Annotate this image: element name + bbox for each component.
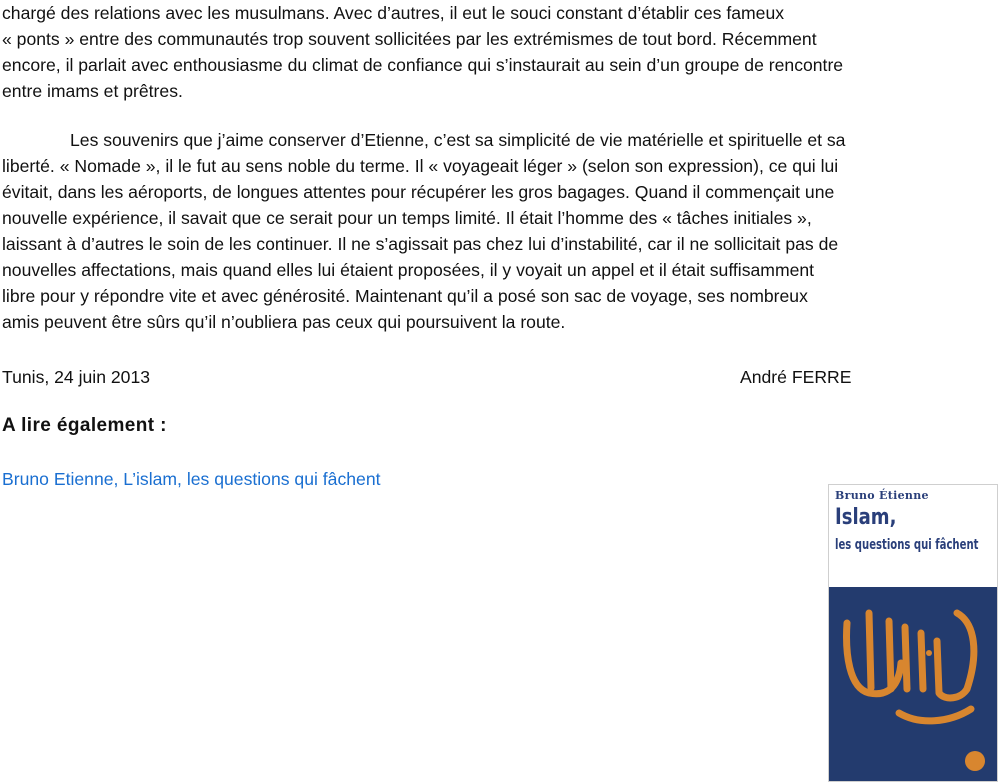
publisher-logo-icon [965,751,985,771]
text-line: encore, il parlait avec enthousiasme du climat de confiance qui s’instaurait au sein d’un groupe de rencontre [2,55,844,75]
text-line: nouvelle expérience, il savait que ce serait pour un temps limité. Il était l’homme des « tâches initiales », [2,208,812,228]
signature-place-date: Tunis, 24 juin 2013 [2,367,151,387]
text-line: chargé des relations avec les musulmans. Avec d’autres, il eut le souci constant d’établir ces fameux [2,3,785,23]
text-line: amis peuvent être sûrs qu’il n’oubliera pas ceux qui poursuivent la route. [2,312,566,332]
text-line: « ponts » entre des communautés trop souvent sollicitées par les extrémismes de tout bord. Récemment [2,29,817,49]
text-line: laissant à d’autres le soin de les continuer. Il ne s’agissait pas chez lui d’instabilité, car il ne sollicitait pas de [2,234,839,254]
text-line: liberté. « Nomade », il le fut au sens noble du terme. Il « voyageait léger » (selon son expression), ce qui lui [2,156,839,176]
text-line: entre imams et prêtres. [2,81,183,101]
cover-title: Islam, [835,505,897,530]
text-line: libre pour y répondre vite et avec générosité. Maintenant qu’il a posé son sac de voyage, ses nombreux [2,286,808,306]
text-line: Les souvenirs que j’aime conserver d’Etienne, c’est sa simplicité de vie matérielle et spirituelle et sa [70,130,846,150]
book-cover-image[interactable] [828,484,998,782]
see-also-heading: A lire également : [2,415,167,436]
cover-subtitle: les questions qui fâchent [835,537,979,553]
text-line: évitait, dans les aéroports, de longues attentes pour récupérer les gros bagages. Quand il commençait une [2,182,835,202]
book-link[interactable]: Bruno Etienne, L’islam, les questions qui fâchent [2,469,381,489]
calligraphy-icon [839,593,989,743]
signature-author: André FERRE [740,367,852,387]
cover-author: Bruno Étienne [835,489,929,502]
text-line: nouvelles affectations, mais quand elles lui étaient proposées, il y voyait un appel et il était suffisamment [2,260,815,280]
